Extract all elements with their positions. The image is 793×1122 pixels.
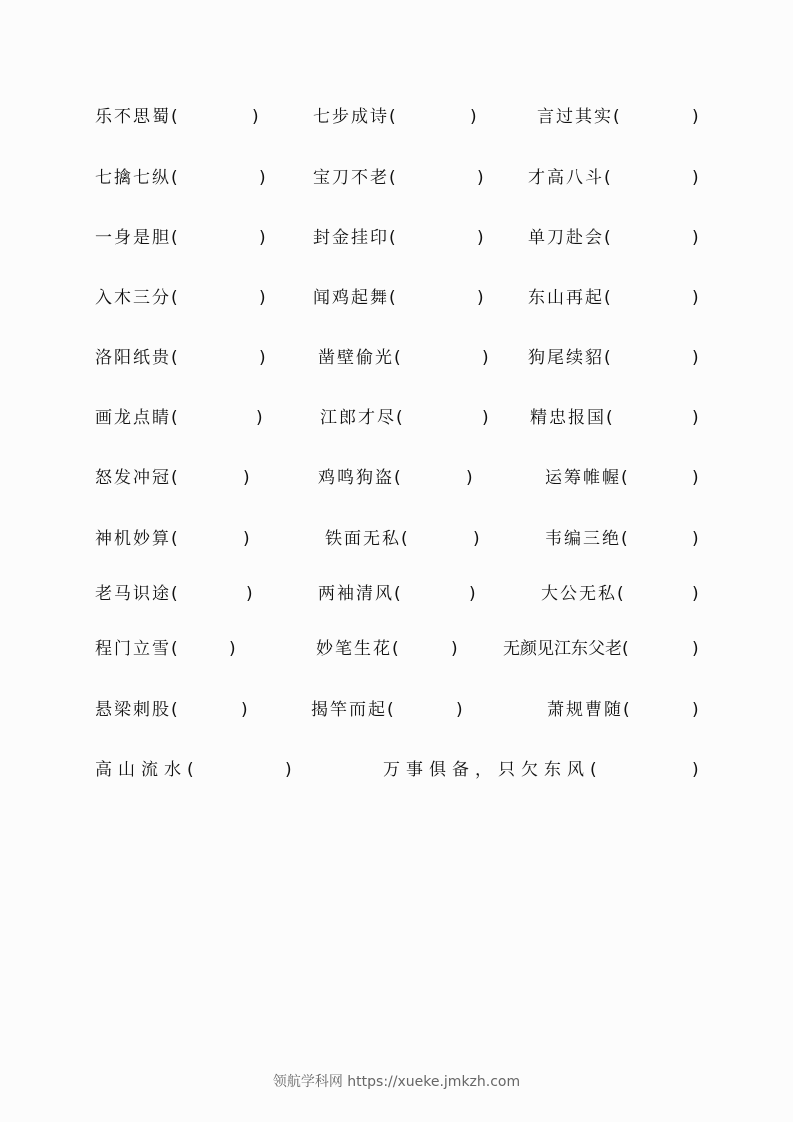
idiom-item: 七步成诗( (313, 107, 398, 127)
close-paren: ) (285, 760, 292, 780)
close-paren: ) (482, 408, 489, 428)
close-paren: ) (692, 408, 699, 428)
idiom-item: 狗尾续貂( (528, 348, 613, 368)
idiom-item: 七擒七纵( (95, 168, 180, 188)
idiom-row (0, 635, 793, 663)
close-paren: ) (451, 639, 458, 659)
idiom-item: 言过其实( (537, 107, 622, 127)
close-paren: ) (259, 168, 266, 188)
close-paren: ) (466, 468, 473, 488)
idiom-item: 运筹帷幄( (545, 468, 630, 488)
close-paren: ) (692, 348, 699, 368)
idiom-item: 怒发冲冠( (95, 468, 180, 488)
idiom-row (0, 756, 793, 784)
idiom-item: 宝刀不老( (313, 168, 398, 188)
close-paren: ) (692, 700, 699, 720)
idiom-row (0, 284, 793, 312)
close-paren: ) (259, 228, 266, 248)
close-paren: ) (692, 639, 699, 659)
idiom-item: 闻鸡起舞( (313, 288, 398, 308)
idiom-item: 两袖清风( (318, 584, 403, 604)
idiom-row (0, 696, 793, 724)
idiom-item: 老马识途( (95, 584, 180, 604)
idiom-item: 洛阳纸贵( (95, 348, 180, 368)
idiom-item: 江郎才尽( (320, 408, 405, 428)
close-paren: ) (456, 700, 463, 720)
close-paren: ) (692, 107, 699, 127)
idiom-item: 东山再起( (528, 288, 613, 308)
close-paren: ) (477, 288, 484, 308)
idiom-item: 才高八斗( (528, 168, 613, 188)
close-paren: ) (259, 288, 266, 308)
footer-watermark-text: 领航学科网 https://xueke.jmkzh.com (272, 1074, 521, 1090)
close-paren: ) (243, 529, 250, 549)
idiom-item: 乐不思蜀( (95, 107, 180, 127)
idiom-item: 妙笔生花( (316, 639, 401, 659)
idiom-row (0, 464, 793, 492)
idiom-item: 画龙点睛( (95, 408, 180, 428)
close-paren: ) (246, 584, 253, 604)
idiom-item: 高山流水( (95, 760, 200, 780)
close-paren: ) (477, 168, 484, 188)
idiom-item: 铁面无私( (325, 529, 410, 549)
idiom-row (0, 344, 793, 372)
close-paren: ) (692, 468, 699, 488)
close-paren: ) (229, 639, 236, 659)
close-paren: ) (692, 529, 699, 549)
close-paren: ) (469, 584, 476, 604)
idiom-row (0, 525, 793, 553)
idiom-item: 神机妙算( (95, 529, 180, 549)
idiom-item: 入木三分( (95, 288, 180, 308)
idiom-item: 单刀赴会( (528, 228, 613, 248)
idiom-row (0, 103, 793, 131)
idiom-item: 揭竿而起( (311, 700, 396, 720)
close-paren: ) (692, 288, 699, 308)
close-paren: ) (470, 107, 477, 127)
idiom-item: 凿壁偷光( (318, 348, 403, 368)
close-paren: ) (259, 348, 266, 368)
idiom-row (0, 224, 793, 252)
idiom-item: 无颜见江东父老( (503, 639, 629, 659)
close-paren: ) (692, 228, 699, 248)
close-paren: ) (692, 760, 699, 780)
close-paren: ) (692, 584, 699, 604)
close-paren: ) (256, 408, 263, 428)
idiom-item: 封金挂印( (313, 228, 398, 248)
idiom-item: 萧规曹随( (547, 700, 632, 720)
idiom-item: 程门立雪( (95, 639, 180, 659)
idiom-item: 精忠报国( (530, 408, 615, 428)
close-paren: ) (241, 700, 248, 720)
idiom-item: 大公无私( (541, 584, 626, 604)
idiom-row (0, 164, 793, 192)
idiom-item: 悬梁刺股( (95, 700, 180, 720)
idiom-row (0, 580, 793, 608)
idiom-item: 韦编三绝( (545, 529, 630, 549)
close-paren: ) (477, 228, 484, 248)
close-paren: ) (482, 348, 489, 368)
close-paren: ) (252, 107, 259, 127)
close-paren: ) (243, 468, 250, 488)
close-paren: ) (692, 168, 699, 188)
close-paren: ) (473, 529, 480, 549)
idiom-item: 鸡鸣狗盗( (318, 468, 403, 488)
idiom-item: 一身是胆( (95, 228, 180, 248)
idiom-row (0, 404, 793, 432)
idiom-item: 万事俱备，只欠东风( (383, 760, 603, 780)
